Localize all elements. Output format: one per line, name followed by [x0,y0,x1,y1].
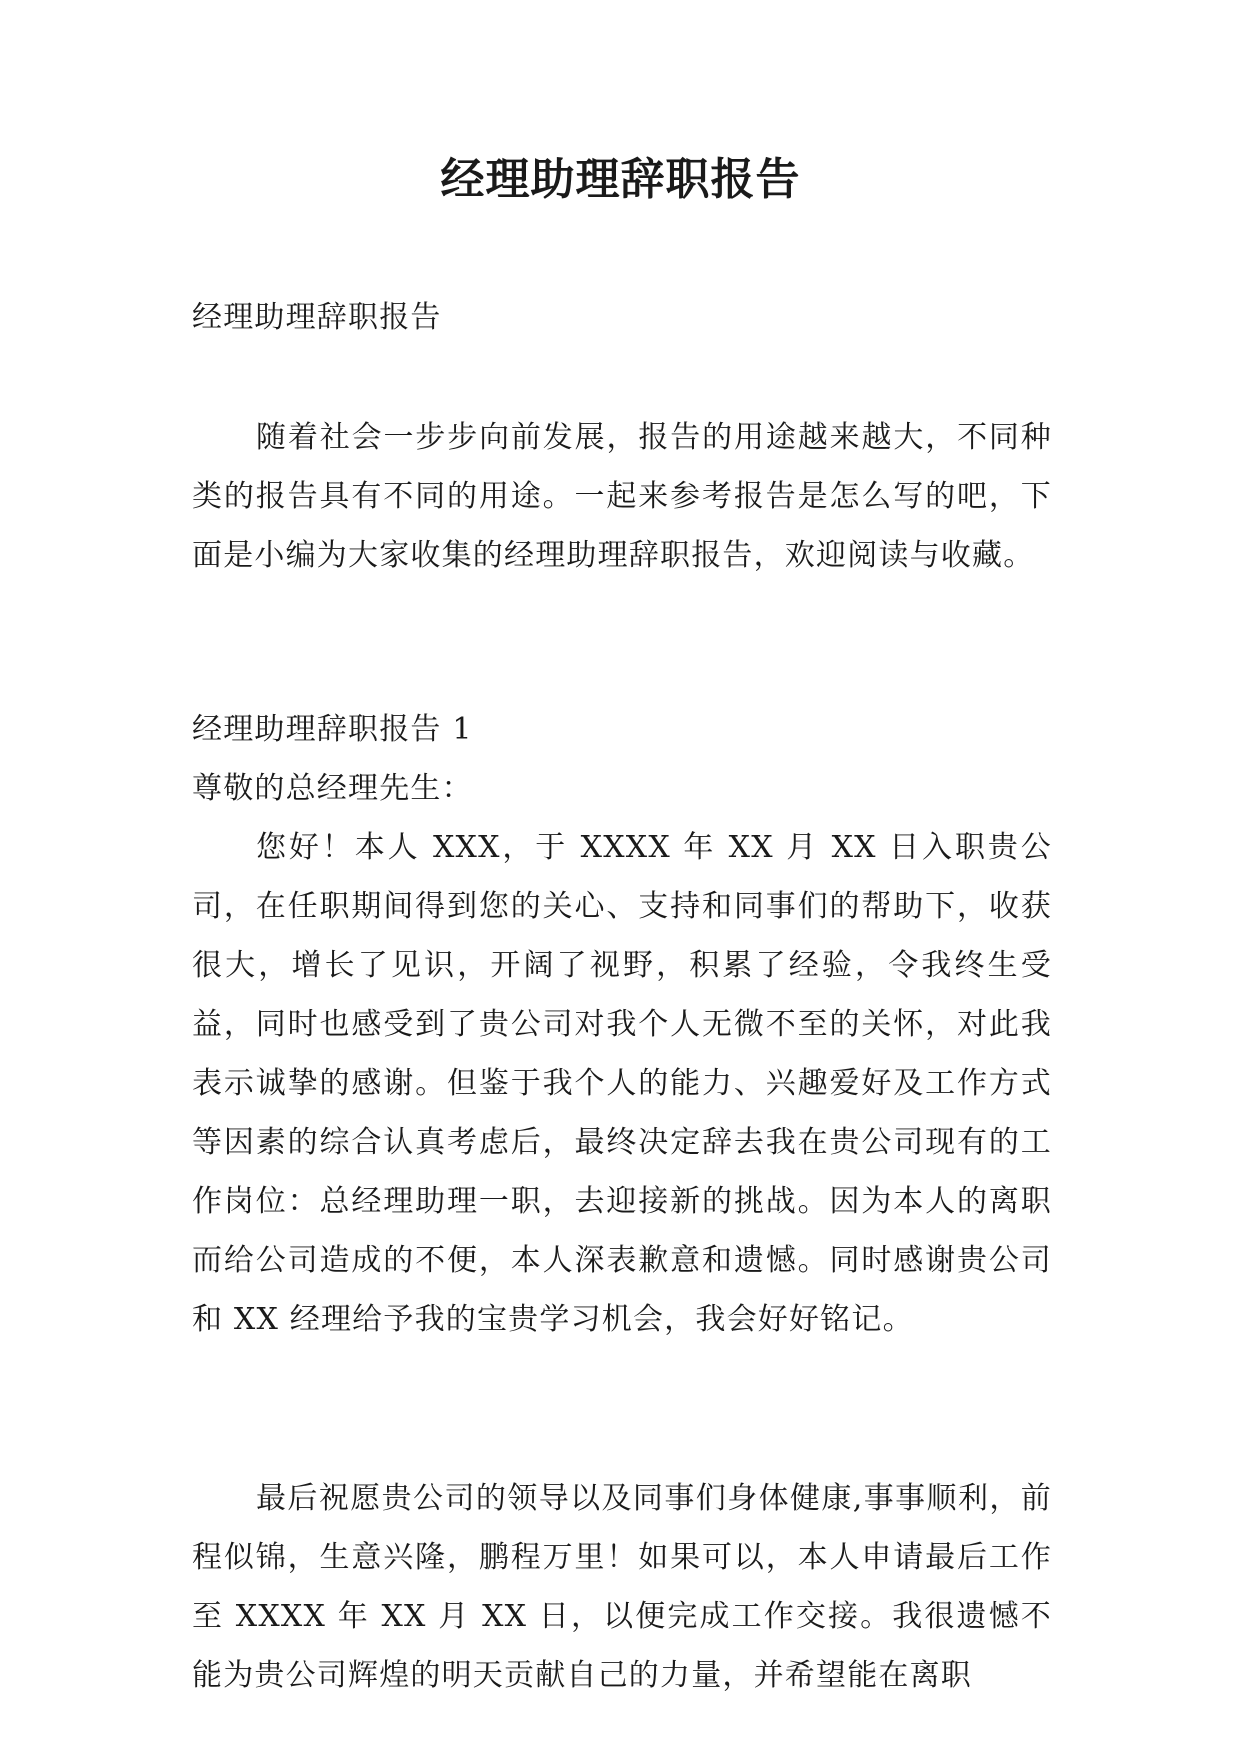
document-subtitle: 经理助理辞职报告 [192,300,442,335]
body-paragraph-1: 您好！本人 XXX，于 XXXX 年 XX 月 XX 日入职贵公司，在任职期间得到您的关心、支持和同事们的帮助下，收获很大，增长了见识，开阔了视野，积累了经验，令我终生受益，同时也感受到了贵公司对我个人无微不至的关怀，对此我表示诚挚的感谢。但鉴于我个人的能力、兴趣爱好及工作方式等因素的综合认真考虑后，最终决定辞去我在贵公司现有的工作岗位：总经理助理一职，去迎接新的挑战。因为本人的离职而给公司造成的不便，本人深表歉意和遗憾。同时感谢贵公司和 XX 经理给予我的宝贵学习机会，我会好好铭记。 [192,830,1052,1337]
body-paragraph-2: 最后祝愿贵公司的领导以及同事们身体健康,事事顺利，前程似锦，生意兴隆，鹏程万里！如果可以，本人申请最后工作至 XXXX 年 XX 月 XX 日，以便完成工作交接。我很遗憾不能为贵公司辉煌的明天贡献自己的力量，并希望能在离职 [192,1481,1052,1693]
document-title: 经理助理辞职报告 [440,154,801,205]
salutation: 尊敬的总经理先生： [192,771,473,806]
intro-paragraph: 随着社会一步步向前发展，报告的用途越来越大，不同种类的报告具有不同的用途。一起来参考报告是怎么写的吧，下面是小编为大家收集的经理助理辞职报告，欢迎阅读与收藏。 [192,420,1052,573]
section-heading: 经理助理辞职报告 1 [192,712,473,747]
